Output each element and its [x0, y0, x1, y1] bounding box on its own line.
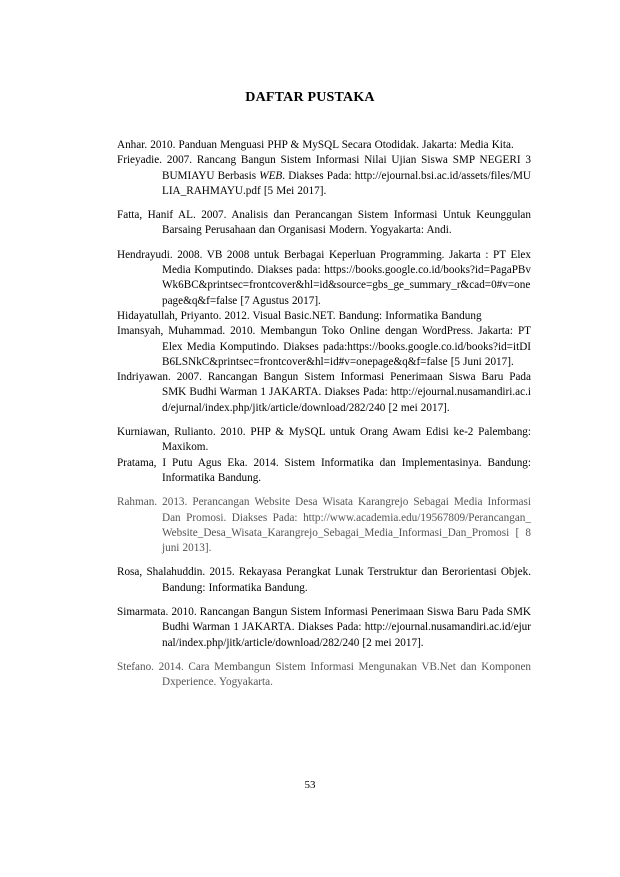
reference-item: [117, 660, 531, 691]
reference-date: [2 mei 2017].: [359, 636, 424, 649]
reference-url[interactable]: http://ejournal.nusamandiri.ac.id/ejurnal/index.php/jitk/article/download/282/240: [162, 386, 531, 414]
reference-item: [117, 324, 531, 370]
reference-text: Pratama, I Putu Agus Eka. 2014. Sistem Informatika dan Implementasinya. Bandung: Informatika Bandung.: [117, 456, 531, 484]
reference-item: [117, 208, 531, 239]
page-title: DAFTAR PUSTAKA: [245, 90, 375, 105]
reference-text: Imansyah, Muhammad. 2010. Membangun Toko Online dengan WordPress. Jakarta: PT Elex Media Komputindo. Diakses pada:: [117, 325, 531, 353]
reference-text: Rahman. 2013. Perancangan Website Desa Wisata Karangrejo Sebagai Media Informasi Dan Promosi. Diakses Pada:: [117, 496, 531, 524]
reference-url[interactable]: http://www.academia.edu/19567809/Perancangan_Website_Desa_Wisata_Karangrejo_Sebagai_Media_Informasi_Dan_Promosi: [162, 511, 531, 539]
reference-item: [117, 456, 531, 487]
reference-text: Rosa, Shalahuddin. 2015. Rekayasa Perangkat Lunak Terstruktur dan Berorientasi Objek. Bandung: Informatika Bandung.: [117, 566, 531, 594]
reference-item: [117, 138, 531, 153]
reference-item: [117, 425, 531, 456]
reference-emphasis: WEB: [259, 169, 283, 182]
reference-date: [5 Mei 2017].: [260, 184, 327, 197]
reference-item: [117, 370, 531, 416]
reference-date: [ 8 juni 2013].: [162, 526, 531, 555]
reference-text: Indriyawan. 2007. Rancangan Bangun Sistem Informasi Penerimaan Siswa Baru Pada SMK Budhi Warman 1 JAKARTA. Diakses Pada:: [117, 371, 531, 399]
reference-list: [117, 138, 531, 691]
reference-text: Simarmata. 2010. Rancangan Bangun Sistem Informasi Penerimaan Siswa Baru Pada SMK Budhi Warman 1 JAKARTA. Diakses Pada:: [117, 606, 531, 634]
reference-date: [7 Agustus 2017].: [237, 294, 321, 307]
reference-text: Frieyadie. 2007. Rancang Bangun Sistem Informasi Nilai Ujian Siswa SMP NEGERI 3 BUMIAYU Berbasis: [117, 154, 531, 182]
reference-date: [2 mei 2017].: [385, 401, 450, 414]
page-number: 53: [304, 779, 316, 791]
reference-text-after: . Diakses Pada:: [282, 169, 355, 182]
reference-item: [117, 495, 531, 556]
reference-url[interactable]: http://ejournal.nusamandiri.ac.id/ejurnal/index.php/jitk/article/download/282/240: [162, 621, 531, 649]
reference-text: Fatta, Hanif AL. 2007. Analisis dan Perancangan Sistem Informasi Untuk Keunggulan Barsaing Perusahaan dan Organisasi Modern. Yogyakarta: Andi.: [117, 209, 531, 237]
reference-date: [5 Juni 2017].: [447, 355, 514, 368]
reference-url[interactable]: https://books.google.co.id/books?id=itDIB6LSNkC&printsec=frontcover&hl=id#v=onepage&q&f=false: [162, 340, 531, 368]
reference-text: Anhar. 2010. Panduan Menguasi PHP & MySQL Secara Otodidak. Jakarta: Media Kita.: [117, 139, 514, 151]
reference-item: [117, 605, 531, 651]
reference-url[interactable]: https://books.google.co.id/books?id=PagaPBvWk6BC&printsec=frontcover&hl=id&source=gbs_ge_summary_r&cad=0#v=onepage&q&f=false: [162, 264, 531, 307]
reference-item: [117, 248, 531, 309]
reference-item: [117, 565, 531, 596]
reference-text: Kurniawan, Rulianto. 2010. PHP & MySQL untuk Orang Awam Edisi ke-2 Palembang: Maxikom.: [117, 426, 531, 454]
reference-text: Stefano. 2014. Cara Membangun Sistem Informasi Mengunakan VB.Net dan Komponen Dxperience. Yogyakarta.: [117, 660, 531, 689]
reference-text: Hidayatullah, Priyanto. 2012. Visual Basic.NET. Bandung: Informatika Bandung: [117, 309, 482, 322]
reference-url[interactable]: http://ejournal.bsi.ac.id/assets/files/MULIA_RAHMAYU.pdf: [162, 169, 531, 197]
reference-text: Hendrayudi. 2008. VB 2008 untuk Berbagai Keperluan Programming. Jakarta : PT Elex Media Komputindo. Diakses pada:: [117, 248, 531, 277]
reference-item: [117, 309, 531, 324]
reference-item: [117, 153, 531, 199]
